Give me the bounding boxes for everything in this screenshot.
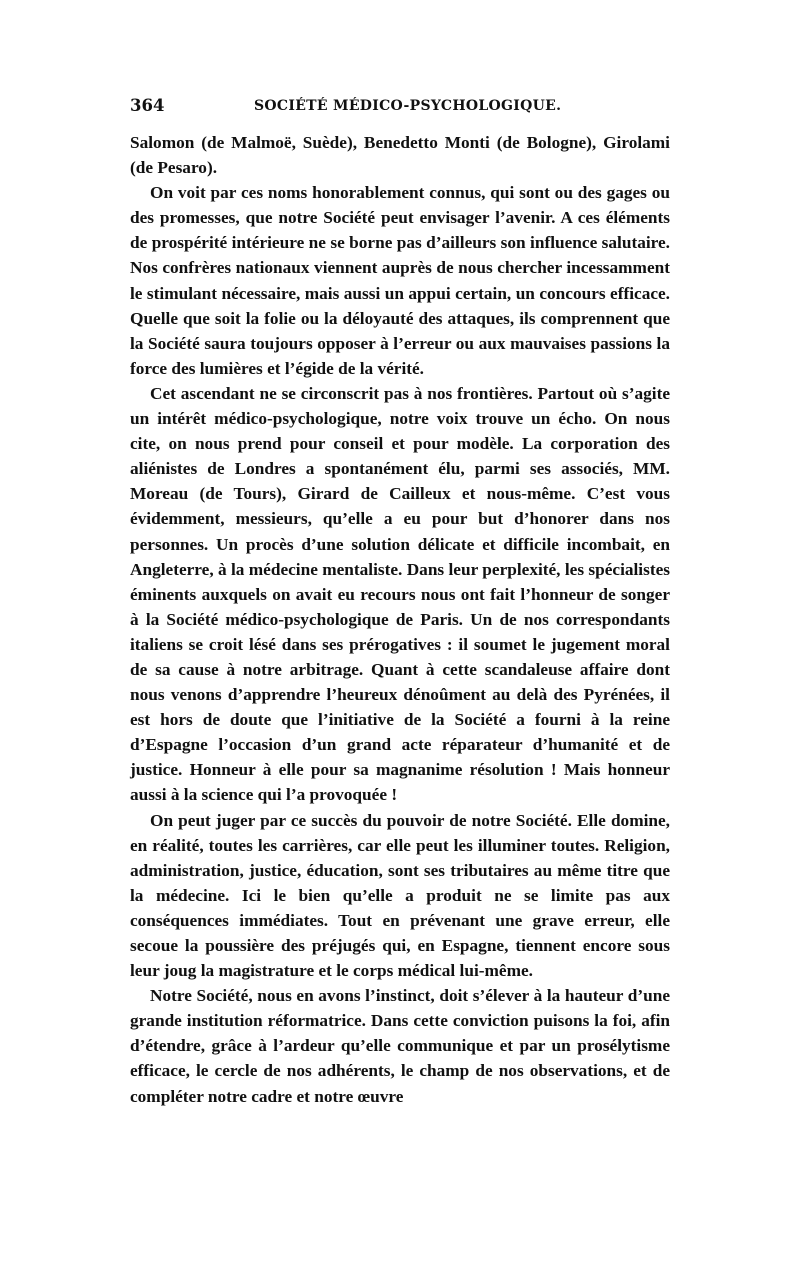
paragraph-continuation: Salomon (de Malmoë, Suède), Benedetto Monti (de Bologne), Girolami (de Pesaro). xyxy=(130,133,670,178)
page-number: 364 xyxy=(130,96,165,115)
body-text xyxy=(130,130,670,1109)
paragraph: On peut juger par ce succès du pouvoir de notre Société. Elle domine, en réalité, toutes les carrières, car elle peut les illuminer toutes. Religion, administration, justice, éducation, sont ses tributaires au même titre que la médecine. Ici le bien qu’elle a produit ne se limite pas aux conséquences immédiates. Tout en prévenant une grave erreur, elle secoue la poussière des préjugés qui, en Espagne, tiennent encore sous leur joug la magistrature et le corps médical lui-même. xyxy=(130,810,670,981)
paragraph: Notre Société, nous en avons l’instinct, doit s’élever à la hauteur d’une grande institution réformatrice. Dans cette conviction puisons la foi, afin d’étendre, grâce à l’ardeur qu’elle communique et par un prosélytisme efficace, le cercle de nos adhérents, le champ de nos observations, et de compléter notre cadre et notre œuvre xyxy=(130,986,670,1106)
book-page xyxy=(130,94,670,1104)
paragraph: Cet ascendant ne se circonscrit pas à nos frontières. Partout où s’agite un intérêt médico-psychologique, notre voix trouve un écho. On nous cite, on nous prend pour conseil et pour modèle. La corporation des aliénistes de Londres a spontanément élu, parmi ses associés, MM. Moreau (de Tours), Girard de Cailleux et nous-même. C’est vous évidemment, messieurs, qu’elle a eu pour but d’honorer dans nos personnes. Un procès d’une solution délicate et difficile incombait, en Angleterre, à la médecine mentaliste. Dans leur perplexité, les spécialistes éminents auxquels on avait eu recours nous ont fait l’honneur de songer à la Société médico-psychologique de Paris. Un de nos correspondants italiens se croit lésé dans ses prérogatives : il soumet le jugement moral de sa cause à notre arbitrage. Quant à cette scandaleuse affaire dont nous venons d’apprendre l’heureux dénoûment au delà des Pyrénées, il est hors de doute que l’initiative de la Société a fourni à la reine d’Espagne l’occasion d’un grand acte réparateur d’humanité et de justice. Honneur à elle pour sa magnanime résolution ! Mais honneur aussi à la science qui l’a provoquée ! xyxy=(130,383,670,805)
running-head xyxy=(130,94,670,118)
paragraph: On voit par ces noms honorablement connus, qui sont ou des gages ou des promesses, que notre Société peut envisager l’avenir. A ces éléments de prospérité intérieure ne se borne pas d’ailleurs son influence salutaire. Nos confrères nationaux viennent auprès de nous chercher incessamment le stimulant nécessaire, mais aussi un appui certain, un concours efficace. Quelle que soit la folie ou la déloyauté des attaques, ils comprennent que la Société saura toujours opposer à l’erreur ou aux mauvaises passions la force des lumières et l’égide de la vérité. xyxy=(130,183,670,378)
running-title: SOCIÉTÉ MÉDICO-PSYCHOLOGIQUE. xyxy=(254,98,562,114)
